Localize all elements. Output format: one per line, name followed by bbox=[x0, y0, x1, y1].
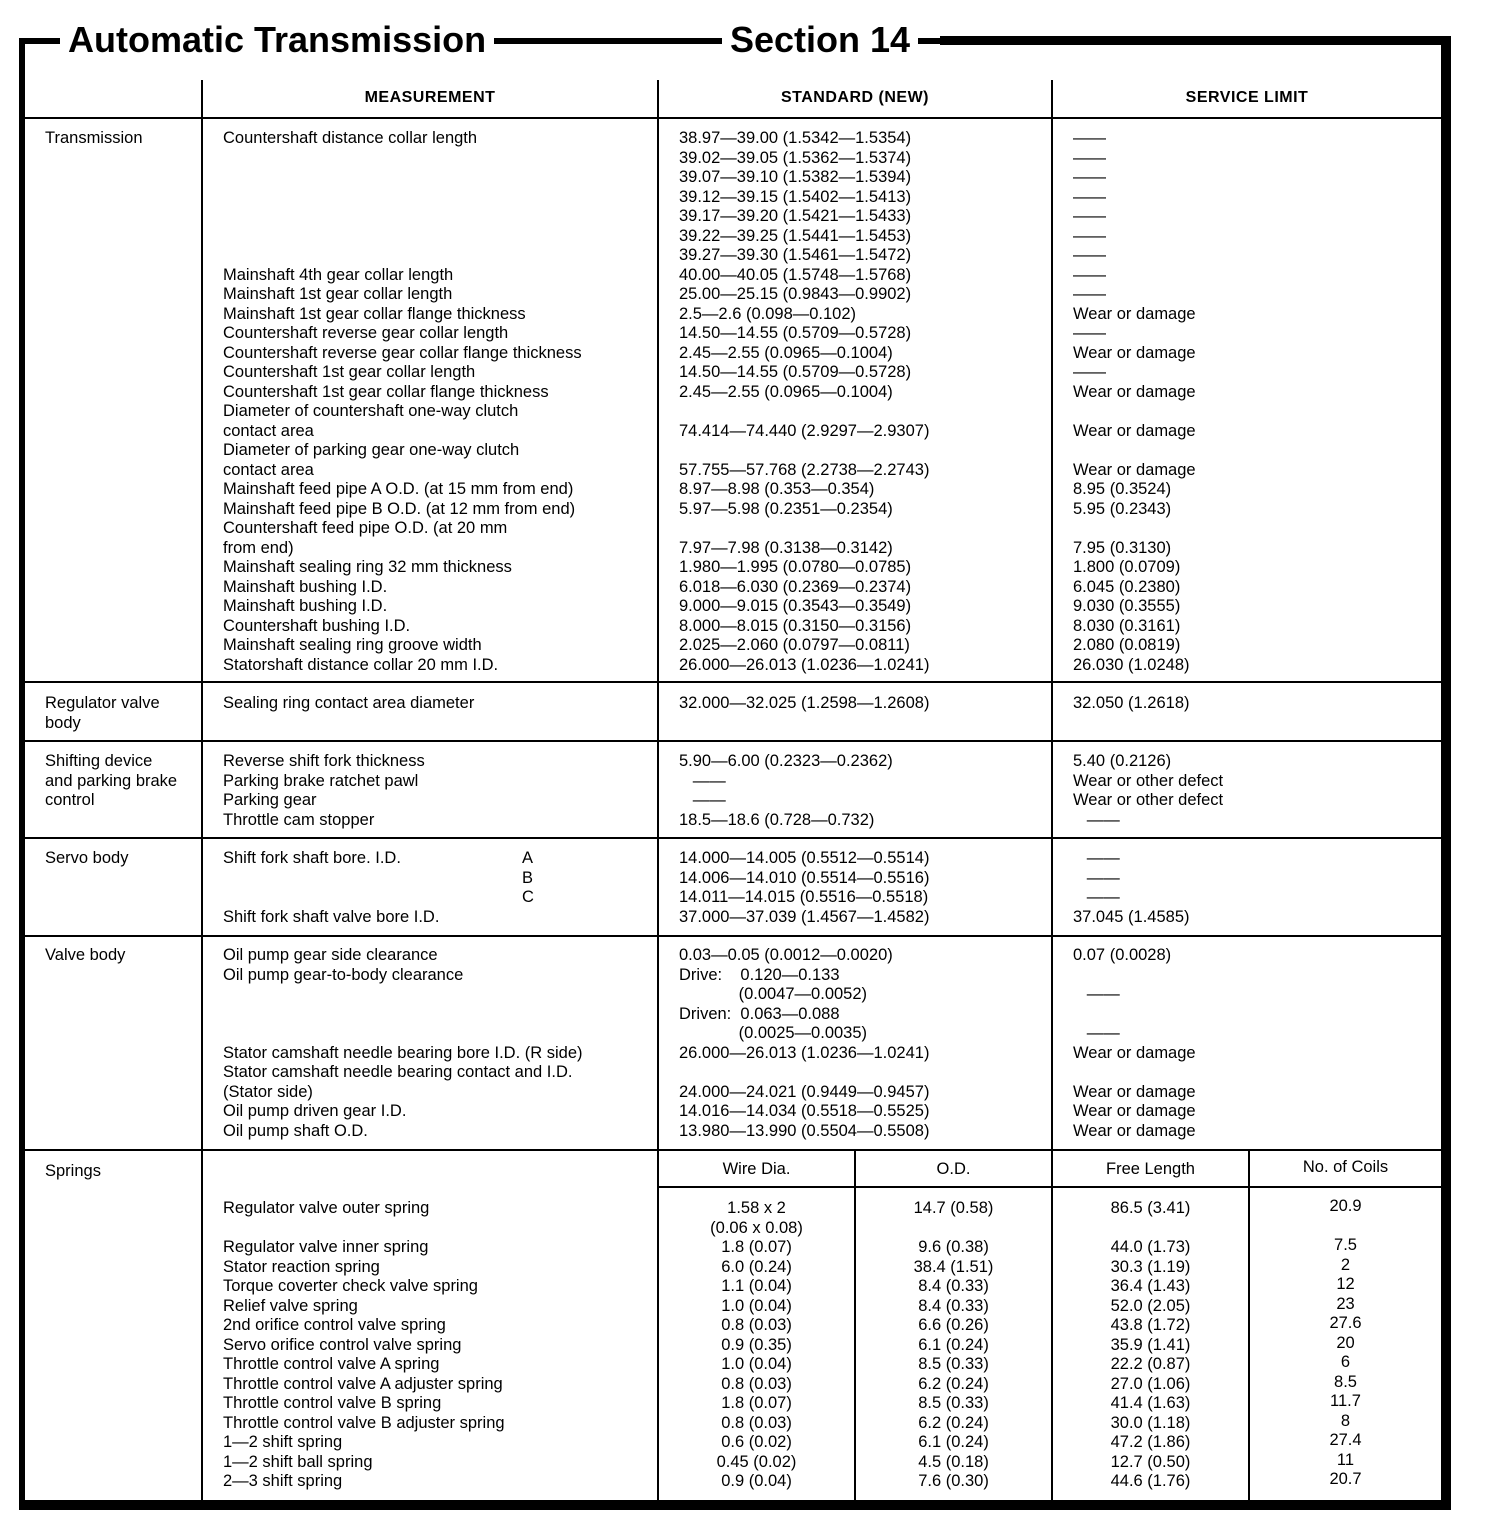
servo-limit: —— —— —— 37.045 (1.4585) bbox=[1073, 849, 1190, 926]
grid-row-header bbox=[25, 117, 1441, 119]
frame-right bbox=[1441, 40, 1451, 1510]
valve-standard: 0.03—0.05 (0.0012—0.0020) Drive: 0.120—0.133 (0.0047—0.0052) Driven: 0.063—0.088 (0.0025—0.0035) 26.000—26.013 (1.0236—1.0241) 24.000—24.021 (0.9449—0.9457) 14.016—14.034 (0.5518—0.5525) 13.980—13.990 (0.5504—0.5508) bbox=[679, 946, 930, 1140]
shifting-limit: 5.40 (0.2126) Wear or other defect Wear or other defect —— bbox=[1073, 752, 1224, 829]
grid-row-1 bbox=[25, 681, 1441, 683]
column-header-standard: STANDARD (NEW) bbox=[780, 89, 929, 106]
springs-header-coils: No. of Coils bbox=[1302, 1158, 1389, 1176]
grid-row-2 bbox=[25, 740, 1441, 742]
column-header-limit: SERVICE LIMIT bbox=[1185, 89, 1309, 106]
springs-coils: 20.9 7.5 2 12 23 27.6 20 6 8.5 11.7 8 27.4 11 20.7 bbox=[1329, 1197, 1362, 1488]
transmission-standard: 38.97—39.00 (1.5342—1.5354) 39.02—39.05 (1.5362—1.5374) 39.07—39.10 (1.5382—1.5394) 39.12—39.15 (1.5402—1.5413) 39.17—39.20 (1.5421—1.5433) 39.22—39.25 (1.5441—1.5453) 39.27—39.30 (1.5461—1.5472) 40.00—40.05 (1.5748—1.5768) 25.00—25.15 (0.9843—0.9902) 2.5—2.6 (0.098—0.102) 14.50—14.55 (0.5709—0.5728) 2.45—2.55 (0.0965—0.1004) 14.50—14.55 (0.5709—0.5728) 2.45—2.55 (0.0965—0.1004) 74.414—74.440 (2.9297—2.9307) 57.755—57.768 (2.2738—2.2743) 8.97—8.98 (0.353—0.354) 5.97—5.98 (0.2351—0.2354) 7.97—7.98 (0.3138—0.3142) 1.980—1.995 (0.0780—0.0785) 6.018—6.030 (0.2369—0.2374) 9.000—9.015 (0.3543—0.3549) 8.000—8.015 (0.3150—0.3156) 2.025—2.060 (0.0797—0.0811) 26.000—26.013 (1.0236—1.0241) bbox=[679, 129, 930, 674]
row-label-regulator: Regulator valve body bbox=[45, 694, 160, 732]
section-number: Section 14 bbox=[722, 14, 918, 66]
springs-names: Regulator valve outer spring Regulator valve inner spring Stator reaction spring Torque coverter check valve spring Relief valve spring 2nd orifice control valve spring Servo orifice control valve spring Throttle control valve A spring Throttle control valve A adjuster spring Throttle control valve B spring Throttle control valve B adjuster spring 1—2 shift spring 1—2 shift ball spring 2—3 shift spring bbox=[223, 1199, 505, 1490]
column-header-measurement: MEASUREMENT bbox=[364, 89, 496, 106]
transmission-measurements: Countershaft distance collar length Mainshaft 4th gear collar length Mainshaft 1st gear collar length Mainshaft 1st gear collar flange thickness Countershaft reverse gear collar length Countershaft reverse gear collar flange thickness Countershaft 1st gear collar length Countershaft 1st gear collar flange thickness Diameter of countershaft one-way clutch contact area Diameter of parking gear one-way clutch contact area Mainshaft feed pipe A O.D. (at 15 mm from end) Mainshaft feed pipe B O.D. (at 12 mm from end) Countershaft feed pipe O.D. (at 20 mm from end) Mainshaft sealing ring 32 mm thickness Mainshaft bushing I.D. Mainshaft bushing I.D. Countershaft bushing I.D. Mainshaft sealing ring groove width Statorshaft distance collar 20 mm I.D. bbox=[223, 129, 582, 674]
frame-left bbox=[19, 40, 25, 1510]
springs-header-wire: Wire Dia. bbox=[722, 1160, 791, 1178]
regulator-standard: 32.000—32.025 (1.2598—1.2608) bbox=[679, 694, 930, 712]
grid-col-1 bbox=[201, 80, 203, 1502]
row-label-servo: Servo body bbox=[45, 849, 129, 867]
frame-bottom bbox=[19, 1500, 1451, 1510]
regulator-limit: 32.050 (1.2618) bbox=[1073, 694, 1190, 712]
springs-header-od: O.D. bbox=[936, 1160, 971, 1178]
springs-od: 14.7 (0.58) 9.6 (0.38) 38.4 (1.51) 8.4 (0.33) 8.4 (0.33) 6.6 (0.26) 6.1 (0.24) 8.5 (0.33) 6.2 (0.24) 8.5 (0.33) 6.2 (0.24) 6.1 (0.24) 4.5 (0.18) 7.6 (0.30) bbox=[913, 1199, 994, 1490]
row-label-springs: Springs bbox=[45, 1162, 101, 1180]
valve-measurements: Oil pump gear side clearance Oil pump gear-to-body clearance Stator camshaft needle bearing bore I.D. (R side) Stator camshaft needle bearing contact and I.D. (Stator side) Oil pump driven gear I.D. Oil pump shaft O.D. bbox=[223, 946, 583, 1140]
servo-measurements: Shift fork shaft bore. I.D. Shift fork shaft valve bore I.D. bbox=[223, 849, 440, 926]
header-rule-bold bbox=[940, 36, 1451, 45]
transmission-limit: —— —— —— —— —— —— —— —— —— Wear or damage —— Wear or damage —— Wear or damage Wear or damage Wear or damage 8.95 (0.3524) 5.95 (0.2343) 7.95 (0.3130) 1.800 (0.0709) 6.045 (0.2380) 9.030 (0.3555) 8.030 (0.3161) 2.080 (0.0819) 26.030 (1.0248) bbox=[1073, 129, 1196, 674]
valve-limit: 0.07 (0.0028) —— —— Wear or damage Wear or damage Wear or damage Wear or damage bbox=[1073, 946, 1196, 1140]
springs-wire-dia: 1.58 x 2 (0.06 x 0.08) 1.8 (0.07) 6.0 (0.24) 1.1 (0.04) 1.0 (0.04) 0.8 (0.03) 0.9 (0.35) 1.0 (0.04) 0.8 (0.03) 1.8 (0.07) 0.8 (0.03) 0.6 (0.02) 0.45 (0.02) 0.9 (0.04) bbox=[710, 1199, 803, 1490]
regulator-measurements: Sealing ring contact area diameter bbox=[223, 694, 475, 712]
servo-standard: 14.000—14.005 (0.5512—0.5514) 14.006—14.010 (0.5514—0.5516) 14.011—14.015 (0.5516—0.5518) 37.000—37.039 (1.4567—1.4582) bbox=[679, 849, 930, 926]
row-label-shifting: Shifting device and parking brake control bbox=[45, 752, 178, 809]
page-title: Automatic Transmission bbox=[60, 14, 494, 66]
servo-bore-letters: A B C bbox=[522, 849, 534, 906]
springs-header-free-length: Free Length bbox=[1106, 1160, 1195, 1178]
grid-row-springs-header bbox=[657, 1186, 1441, 1188]
shifting-standard: 5.90—6.00 (0.2323—0.2362) —— —— 18.5—18.6 (0.728—0.732) bbox=[679, 752, 893, 829]
springs-free-length: 86.5 (3.41) 44.0 (1.73) 30.3 (1.19) 36.4 (1.43) 52.0 (2.05) 43.8 (1.72) 35.9 (1.41) 22.2 (0.87) 27.0 (1.06) 41.4 (1.63) 30.0 (1.18) 47.2 (1.86) 12.7 (0.50) 44.6 (1.76) bbox=[1110, 1199, 1191, 1490]
grid-row-3 bbox=[25, 837, 1441, 839]
grid-row-5 bbox=[25, 1149, 1441, 1151]
row-label-valve-body: Valve body bbox=[45, 946, 126, 964]
row-label-transmission: Transmission bbox=[45, 129, 143, 147]
shifting-measurements: Reverse shift fork thickness Parking brake ratchet pawl Parking gear Throttle cam stopper bbox=[223, 752, 425, 829]
grid-row-4 bbox=[25, 935, 1441, 937]
